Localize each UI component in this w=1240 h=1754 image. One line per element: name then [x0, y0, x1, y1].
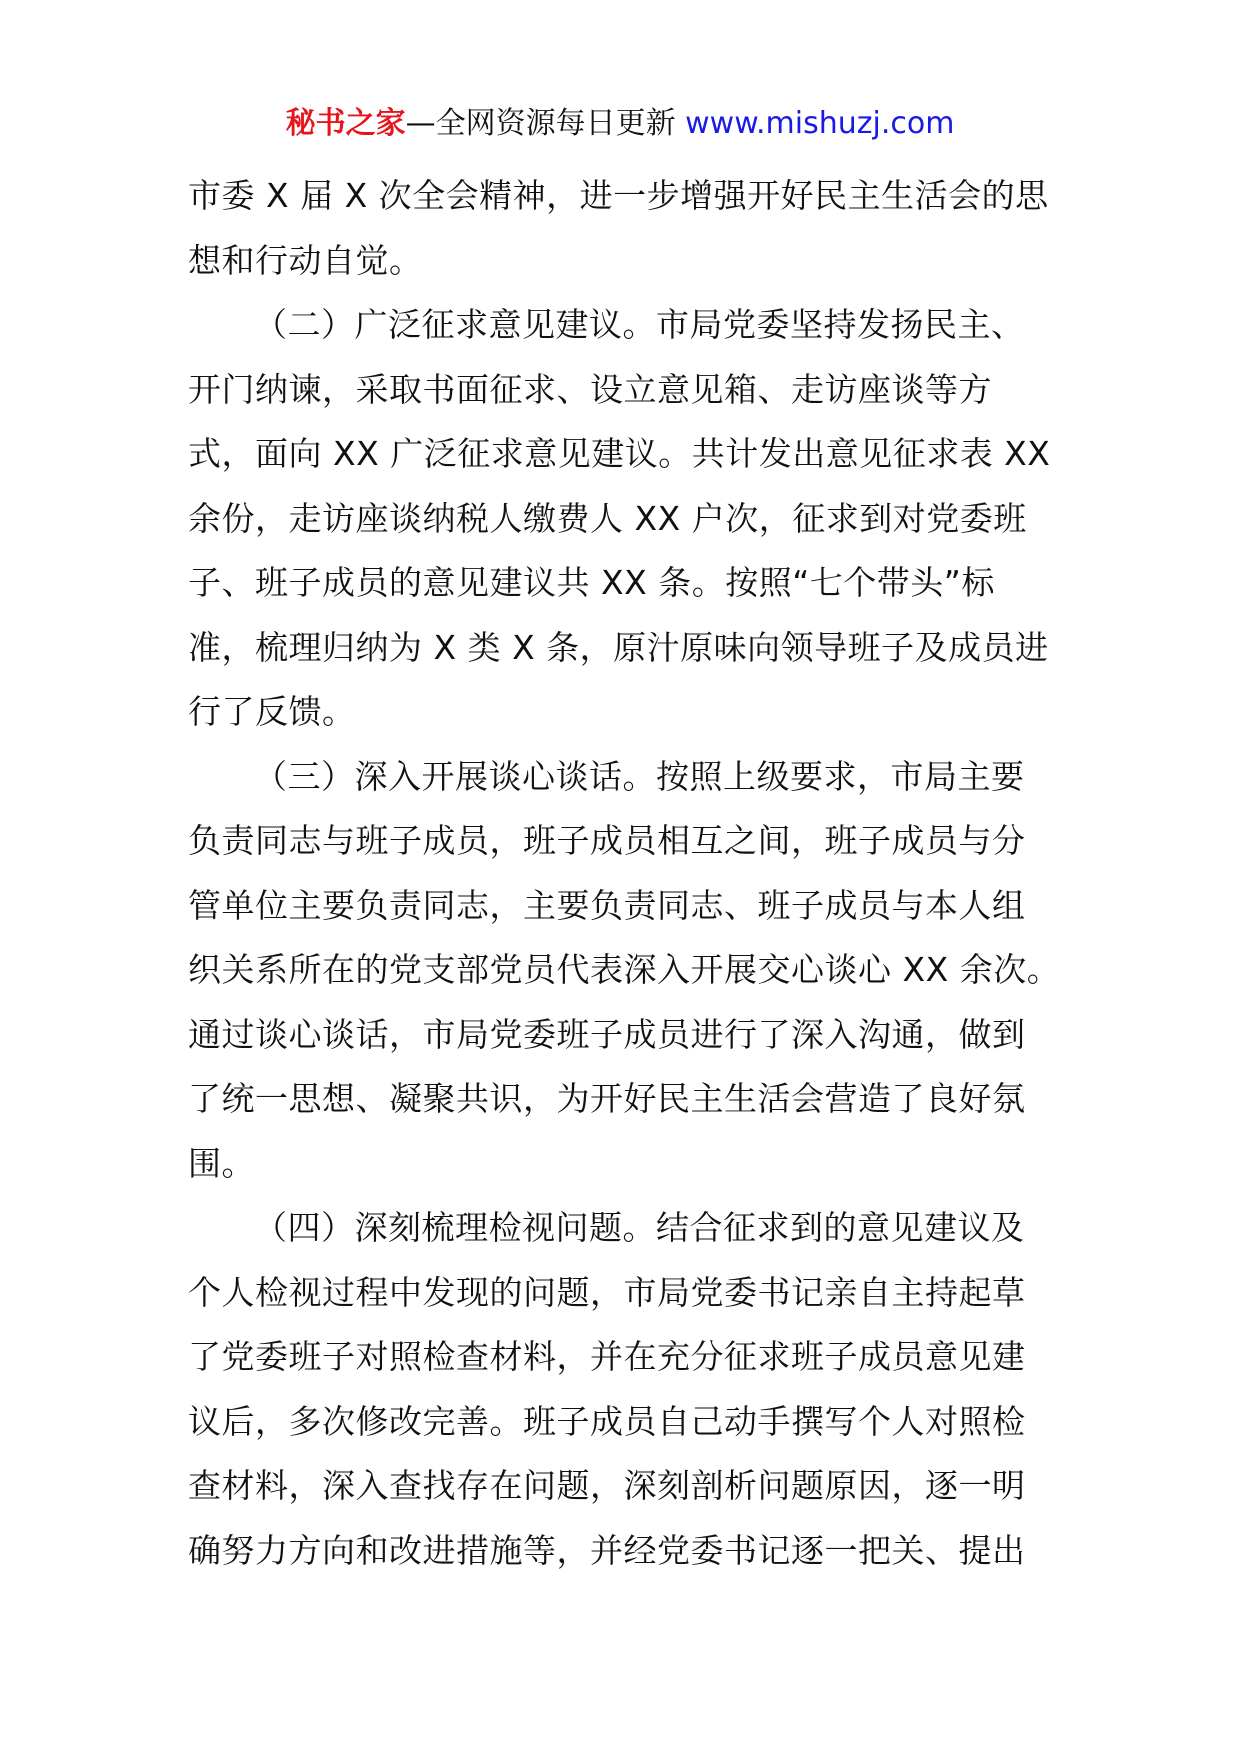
text-line: 了党委班子对照检查材料，并在充分征求班子成员意见建	[188, 1337, 1026, 1376]
text-line: 式，面向 XX 广泛征求意见建议。共计发出意见征求表 XX	[188, 434, 1051, 473]
text-line: 子、班子成员的意见建议共 XX 条。按照“七个带头”标	[188, 563, 995, 602]
text-line: 余份，走访座谈纳税人缴费人 XX 户次，征求到对党委班	[188, 498, 1027, 538]
document-body	[188, 164, 1061, 1583]
text-line: 议后，多次修改完善。班子成员自己动手撰写个人对照检	[188, 1401, 1026, 1441]
text-line: 通过谈心谈话，市局党委班子成员进行了深入沟通，做到	[188, 1014, 1026, 1054]
header-brand: 秘书之家	[285, 106, 406, 141]
text-line: 个人检视过程中发现的问题，市局党委书记亲自主持起草	[188, 1272, 1026, 1312]
paragraph-heading-line: （二）广泛征求意见建议。市局党委坚持发扬民主、	[254, 305, 1025, 344]
text-line: 查材料，深入查找存在问题，深刻剖析问题原因，逐一明	[188, 1466, 1026, 1505]
paragraph-heading-line: （三）深入开展谈心谈话。按照上级要求，市局主要	[254, 756, 1025, 796]
page-header	[0, 104, 1240, 144]
text-line: 负责同志与班子成员，班子成员相互之间，班子成员与分	[188, 821, 1026, 860]
paragraph-heading-line: （四）深刻梳理检视问题。结合征求到的意见建议及	[254, 1208, 1025, 1247]
text-line: 管单位主要负责同志，主要负责同志、班子成员与本人组	[188, 885, 1026, 925]
text-line: 确努力方向和改进措施等，并经党委书记逐一把关、提出	[188, 1530, 1026, 1570]
header-url-link[interactable]: www.mishuzj.com	[685, 106, 955, 141]
text-line: 织关系所在的党支部党员代表深入开展交心谈心 XX 余次。	[188, 950, 1061, 989]
text-line: 准，梳理归纳为 X 类 X 条，原汁原味向领导班子及成员进	[188, 627, 1049, 667]
text-line: 行了反馈。	[188, 692, 356, 731]
text-line: 市委 X 届 X 次全会精神，进一步增强开好民主生活会的思	[188, 176, 1049, 215]
text-line: 围。	[188, 1143, 255, 1183]
text-line: 开门纳谏，采取书面征求、设立意见箱、走访座谈等方	[188, 369, 992, 409]
header-tagline: —全网资源每日更新	[405, 106, 686, 141]
text-line: 想和行动自觉。	[188, 240, 423, 280]
text-line: 了统一思想、凝聚共识，为开好民主生活会营造了良好氛	[188, 1079, 1026, 1118]
